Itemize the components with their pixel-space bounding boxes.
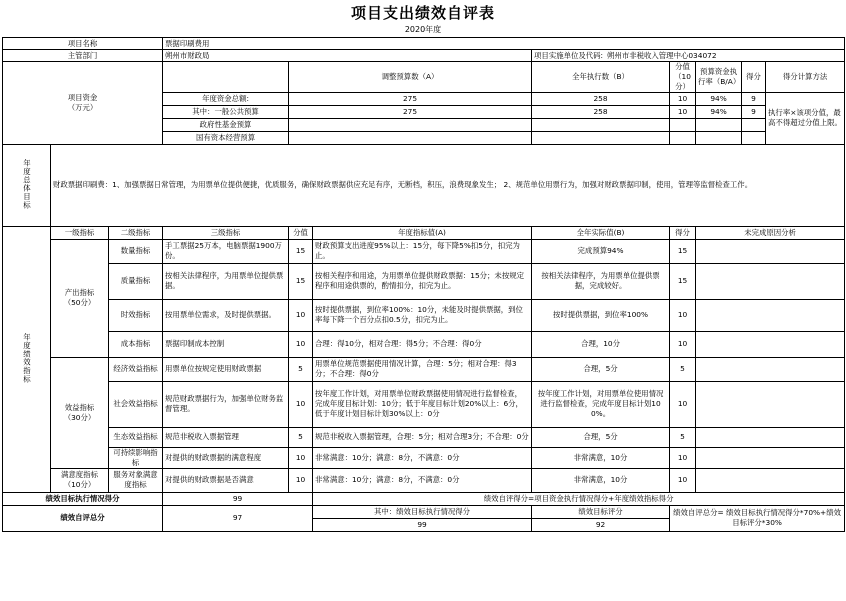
funds-header-exec: 全年执行数（B） (532, 62, 670, 93)
ind-reason (696, 299, 845, 331)
ind-actual: 按时提供票据，到位率100% (532, 299, 670, 331)
ind-l3: 按用票单位需求，及时提供票据。 (163, 299, 289, 331)
ind-l2: 可持续影响指标 (109, 447, 163, 468)
funds-row-exec (532, 118, 670, 131)
row-ind-1-1 (3, 381, 845, 427)
row-project-name (3, 38, 845, 50)
ind-reason (696, 357, 845, 381)
ind-target: 合理：得10分，相对合理：得5分；不合理：得0分 (313, 331, 532, 357)
dept-value: 朔州市财政局 (163, 50, 532, 62)
impl-label (532, 50, 845, 62)
ind-header-l3: 三级指标 (163, 226, 289, 239)
page-title: 项目支出绩效自评表 (350, 4, 495, 22)
ind-group-name: 满意度指标 （10分） (51, 468, 109, 492)
ind-group-name: 产出指标 （50分） (51, 239, 109, 357)
funds-row-rate (696, 131, 742, 144)
row-ind-0-3 (3, 331, 845, 357)
row-ind-2-0 (3, 468, 845, 492)
impl-label-text: 项目实施单位及代码: (534, 50, 604, 60)
total-label: 绩效自评总分 (3, 505, 163, 531)
ind-target: 非常满意：10分；满意：8分，不满意：0分 (313, 468, 532, 492)
ind-l3: 手工票据25万本，电脑票据1900万份。 (163, 239, 289, 263)
ind-target: 用票单位规范票据使用情况计算，合理：5分；相对合理：得3分；不合理：得0分 (313, 357, 532, 381)
row-ind-1-3 (3, 447, 845, 468)
funds-label: 项目资金 （万元） (3, 62, 163, 145)
funds-row-rate (696, 118, 742, 131)
impl-value: 朔州市非税收入管理中心034072 (607, 50, 717, 60)
goal-text: 财政票据印刷费：1、加强票据日常管理，为用票单位提供便捷，优质服务，确保财政票据供应充足有序，无断档，积压，浪费现象发生； 2、规范单位用票行为，加强对财政票据印制，使用，管理等监督检查工作。 (51, 144, 845, 226)
funds-row-score (670, 118, 696, 131)
sub1-value: 99 (313, 518, 532, 531)
ind-get: 5 (670, 427, 696, 447)
funds-row-exec (532, 131, 670, 144)
ind-l2: 时效指标 (109, 299, 163, 331)
ind-target: 财政预算支出进度95%以上：15分，每下降5%扣5分，扣完为止。 (313, 239, 532, 263)
ind-l2: 服务对象满意度指标 (109, 468, 163, 492)
project-name-value: 票据印刷费用 (163, 38, 845, 50)
sub2-label: 绩效目标评分 (532, 505, 670, 518)
ind-get: 10 (670, 299, 696, 331)
ind-reason (696, 239, 845, 263)
ind-score: 10 (289, 299, 313, 331)
funds-row-score: 10 (670, 105, 696, 118)
ind-score: 10 (289, 468, 313, 492)
perf-formula: 绩效自评得分=项目资金执行情况得分+年度绩效指标得分 (313, 492, 845, 505)
ind-score: 15 (289, 239, 313, 263)
ind-l3: 规范非税收入票据管理 (163, 427, 289, 447)
ind-actual: 合理，5分 (532, 357, 670, 381)
funds-row-label: 政府性基金预算 (163, 118, 289, 131)
row-ind-1-0 (3, 357, 845, 381)
ind-actual: 按年度工作计划，对用票单位使用情况进行监督检查，完成年度目标计划100%。 (532, 381, 670, 427)
ind-score: 15 (289, 263, 313, 299)
funds-row-score: 10 (670, 92, 696, 105)
year-label: 2020年度 (404, 25, 442, 34)
perf-label: 绩效目标执行情况得分 (3, 492, 163, 505)
funds-row-exec: 258 (532, 92, 670, 105)
ind-label-text: 年度绩效指标 (22, 332, 32, 384)
ind-l2: 数量指标 (109, 239, 163, 263)
ind-actual: 按相关法律程序，为用票单位提供票据，完成较好。 (532, 263, 670, 299)
ind-target: 按年度工作计划，对用票单位财政票据使用情况进行监督检查，完成年度目标计划：10分；低于年度目标计划20%以上：6分，低于年度计划目标计划30%以上：0分 (313, 381, 532, 427)
funds-row-label: 国有资本经营预算 (163, 131, 289, 144)
ind-score: 10 (289, 447, 313, 468)
funds-header-rate: 预算资金执行率（B/A） (696, 62, 742, 93)
funds-header-budget: 调整预算数（A） (289, 62, 532, 93)
ind-header-actual: 全年实际值(B) (532, 226, 670, 239)
funds-row-budget: 275 (289, 92, 532, 105)
ind-label (3, 226, 51, 492)
row-total-1 (3, 505, 845, 518)
funds-row-budget (289, 118, 532, 131)
ind-target: 非常满意：10分；满意：8分，不满意：0分 (313, 447, 532, 468)
funds-row-budget (289, 131, 532, 144)
ind-actual: 完成预算94% (532, 239, 670, 263)
ind-score: 10 (289, 331, 313, 357)
funds-row-get: 9 (742, 105, 766, 118)
funds-row-budget: 275 (289, 105, 532, 118)
ind-actual: 非常满意，10分 (532, 468, 670, 492)
ind-l2: 经济效益指标 (109, 357, 163, 381)
funds-header-get: 得分 (742, 62, 766, 93)
ind-get: 15 (670, 239, 696, 263)
ind-reason (696, 331, 845, 357)
ind-get: 5 (670, 357, 696, 381)
final-formula: 绩效自评总分= 绩效目标执行情况得分*70%+绩效目标评分*30% (670, 505, 845, 531)
ind-reason (696, 468, 845, 492)
ind-l3: 对提供的财政票据的满意程度 (163, 447, 289, 468)
ind-actual: 合理，10分 (532, 331, 670, 357)
funds-header-score: 分值（10分） (670, 62, 696, 93)
ind-get: 15 (670, 263, 696, 299)
ind-score: 10 (289, 381, 313, 427)
ind-l2: 生态效益指标 (109, 427, 163, 447)
total-value: 97 (163, 505, 313, 531)
ind-l2: 社会效益指标 (109, 381, 163, 427)
funds-row-rate: 94% (696, 92, 742, 105)
ind-l3: 用票单位按规定使用财政票据 (163, 357, 289, 381)
funds-blank (163, 62, 289, 93)
row-goal (3, 144, 845, 226)
funds-row-label: 年度资金总额: (163, 92, 289, 105)
ind-l2: 成本指标 (109, 331, 163, 357)
row-ind-0-0 (3, 239, 845, 263)
funds-row-label: 其中：一般公共预算 (163, 105, 289, 118)
funds-row-score (670, 131, 696, 144)
ind-target: 按时提供票据，到位率100%：10分，未能及时提供票据，到位率每下降一个百分点扣0.5分，扣完为止。 (313, 299, 532, 331)
ind-l3: 按相关法律程序，为用票单位提供票据。 (163, 263, 289, 299)
ind-l3: 票据印制成本控制 (163, 331, 289, 357)
ind-score: 5 (289, 427, 313, 447)
funds-row-rate: 94% (696, 105, 742, 118)
ind-target: 按相关程序和用途，为用票单位提供财政票据：15分；未按规定程序和用途供票的，酌情扣分，扣完为止。 (313, 263, 532, 299)
funds-row-get (742, 118, 766, 131)
ind-score: 5 (289, 357, 313, 381)
row-ind-header (3, 226, 845, 239)
row-ind-1-2 (3, 427, 845, 447)
ind-get: 10 (670, 468, 696, 492)
row-ind-0-2 (3, 299, 845, 331)
project-name-label: 项目名称 (3, 38, 163, 50)
ind-get: 10 (670, 447, 696, 468)
ind-header-l2: 二级指标 (109, 226, 163, 239)
funds-row-get: 9 (742, 92, 766, 105)
row-ind-0-1 (3, 263, 845, 299)
ind-l3: 规范财政票据行为，加强单位财务监督管理。 (163, 381, 289, 427)
ind-reason (696, 427, 845, 447)
sub1-label: 其中：绩效目标执行情况得分 (313, 505, 532, 518)
funds-method: 执行率×该项分值，最高不得超过分值上限。 (766, 92, 845, 144)
funds-row-get (742, 131, 766, 144)
ind-target: 规范非税收入票据管理，合理：5分；相对合理3分；不合理：0分 (313, 427, 532, 447)
funds-header-method: 得分计算方法 (766, 62, 845, 93)
ind-get: 10 (670, 381, 696, 427)
ind-l3: 对提供的财政票据是否满意 (163, 468, 289, 492)
dept-label: 主管部门 (3, 50, 163, 62)
evaluation-table (2, 37, 845, 532)
row-perf (3, 492, 845, 505)
goal-label-text: 年度总体目标 (22, 158, 32, 210)
row-dept (3, 50, 845, 62)
sub2-value: 92 (532, 518, 670, 531)
row-funds-header (3, 62, 845, 93)
ind-reason (696, 447, 845, 468)
ind-get: 10 (670, 331, 696, 357)
ind-reason (696, 263, 845, 299)
ind-header-target: 年度指标值(A) (313, 226, 532, 239)
ind-header-score: 分值 (289, 226, 313, 239)
funds-row-exec: 258 (532, 105, 670, 118)
ind-group-name: 效益指标 （30分） (51, 357, 109, 468)
ind-reason (696, 381, 845, 427)
ind-actual: 非常满意，10分 (532, 447, 670, 468)
ind-header-reason: 未完成原因分析 (696, 226, 845, 239)
ind-l2: 质量指标 (109, 263, 163, 299)
ind-actual: 合理，5分 (532, 427, 670, 447)
ind-header-get: 得分 (670, 226, 696, 239)
goal-label (3, 144, 51, 226)
ind-header-l1: 一级指标 (51, 226, 109, 239)
perf-value: 99 (163, 492, 313, 505)
